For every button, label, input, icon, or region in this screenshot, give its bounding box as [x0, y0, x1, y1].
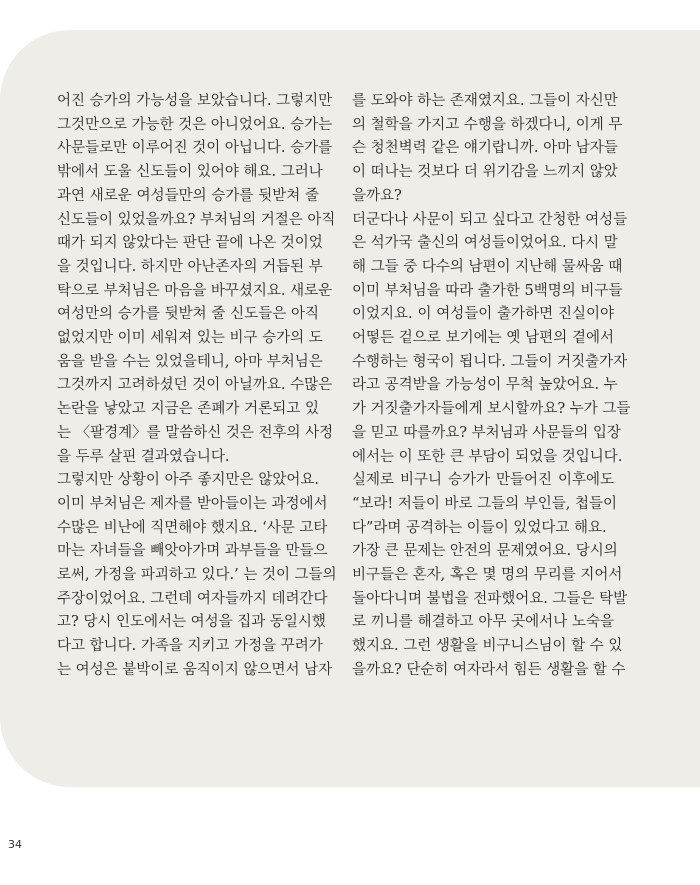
- text-line: 는 〈팔경계〉를 말씀하신 것은 전후의 사정: [57, 424, 334, 441]
- text-line: 가장 큰 문제는 안전의 문제였어요. 당시의: [352, 543, 618, 560]
- text-line: 가 거짓출가자들에게 보시할까요? 누가 그들: [352, 401, 631, 418]
- text-line: 때가 되지 않았다는 판단 끝에 나온 것이었: [57, 235, 323, 252]
- text-line: 을 두루 살핀 결과였습니다.: [57, 448, 230, 465]
- text-line: 그것까지 고려하셨던 것이 아닐까요. 수많은: [57, 377, 333, 394]
- text-line: 사문들로만 이루어진 것이 아닙니다. 승가를: [57, 140, 333, 157]
- page-number: 34: [8, 838, 22, 851]
- text-line: 주장이었어요. 그런데 여자들까지 데려간다: [57, 590, 328, 607]
- text-line: 수많은 비난에 직면해야 했지요. ‘사문 고타: [57, 519, 328, 536]
- text-line: 돌아다니며 불법을 전파했어요. 그들은 탁발: [352, 590, 628, 607]
- text-line: 했지요. 그런 생활을 비구니스님이 할 수 있: [352, 638, 623, 655]
- text-line: 수행하는 형국이 됩니다. 그들이 거짓출가자: [352, 353, 628, 370]
- text-line: 이미 부처님은 제자를 받아들이는 과정에서: [57, 495, 328, 512]
- text-line: 는 여성은 붙박이로 움직이지 않으면서 남자: [57, 661, 333, 678]
- text-line: 고? 당시 인도에서는 여성을 집과 동일시했: [57, 614, 326, 631]
- text-line: 로 끼니를 해결하고 아무 곳에서나 노숙을: [352, 614, 614, 631]
- text-line: 의 철학을 가지고 수행을 하겠다니, 이게 무: [352, 116, 623, 133]
- left-text-column: [57, 90, 337, 683]
- text-line: 실제로 비구니 승가가 만들어진 이후에도: [352, 472, 614, 489]
- text-line: 어떻든 겉으로 보기에는 옛 남편의 곁에서: [352, 330, 614, 347]
- text-line: 해 그들 중 다수의 남편이 지난해 물싸움 때: [352, 258, 623, 275]
- text-line: 로써, 가정을 파괴하고 있다.’ 는 것이 그들의: [57, 567, 337, 584]
- text-line: 논란을 낳았고 지금은 존폐가 거론되고 있: [57, 401, 319, 418]
- text-line: 을까요? 단순히 여자라서 힘든 생활을 할 수: [352, 661, 626, 678]
- text-line: 이었지요. 이 여성들이 출가하면 진실이야: [352, 306, 614, 323]
- text-line: 을 것입니다. 하지만 아난존자의 거듭된 부: [57, 258, 323, 275]
- text-line: 밖에서 도울 신도들이 있어야 해요. 그러나: [57, 164, 323, 181]
- text-line: 과연 새로운 여성들만의 승가를 뒷받쳐 줄: [57, 187, 319, 204]
- text-line: 더군다나 사문이 되고 싶다고 간청한 여성들: [352, 211, 628, 228]
- text-line: 다고 합니다. 가족을 지키고 가정을 꾸려가: [57, 638, 323, 655]
- text-line: 여성만의 승가를 뒷받쳐 줄 신도들은 아직: [57, 306, 319, 323]
- text-line: 신도들이 있었을까요? 부처님의 거절은 아직: [57, 211, 336, 228]
- text-line: 슨 청천벽력 같은 얘기랍니까. 아마 남자들: [352, 140, 618, 157]
- text-line: 에서는 이 또한 큰 부담이 되었을 것입니다.: [352, 448, 623, 465]
- text-line: 없었지만 이미 세워져 있는 비구 승가의 도: [57, 330, 323, 347]
- text-line: 그것만으로 가능한 것은 아니었어요. 승가는: [57, 116, 333, 133]
- text-line: 그렇지만 상황이 아주 좋지만은 않았어요.: [57, 472, 319, 489]
- text-line: 을 믿고 따를까요? 부처님과 사문들의 입장: [352, 424, 621, 441]
- right-text-column: [352, 90, 631, 683]
- text-line: 라고 공격받을 가능성이 무척 높았어요. 누: [352, 377, 618, 394]
- text-line: 을까요?: [352, 187, 402, 204]
- text-line: 마는 자녀들을 빼앗아가며 과부들을 만들으: [57, 543, 328, 560]
- text-line: 움을 받을 수는 있었을테니, 아마 부처님은: [57, 353, 323, 370]
- text-line: 은 석가국 출신의 여성들이었어요. 다시 말: [352, 235, 618, 252]
- text-line: 다”라며 공격하는 이들이 있었다고 해요.: [352, 519, 607, 536]
- text-line: 어진 승가의 가능성을 보았습니다. 그렇지만: [57, 93, 333, 109]
- text-line: “보라! 저들이 바로 그들의 부인들, 첩들이: [352, 495, 618, 512]
- text-line: 를 도와야 하는 존재였지요. 그들이 자신만: [352, 93, 618, 109]
- text-line: 탁으로 부처님은 마음을 바꾸셨지요. 새로운: [57, 282, 333, 299]
- text-line: 이미 부처님을 따라 출가한 5백명의 비구들: [352, 282, 623, 299]
- text-line: 이 떠나는 것보다 더 위기감을 느끼지 않았: [352, 164, 618, 181]
- text-line: 비구들은 혼자, 혹은 몇 명의 무리를 지어서: [352, 567, 623, 584]
